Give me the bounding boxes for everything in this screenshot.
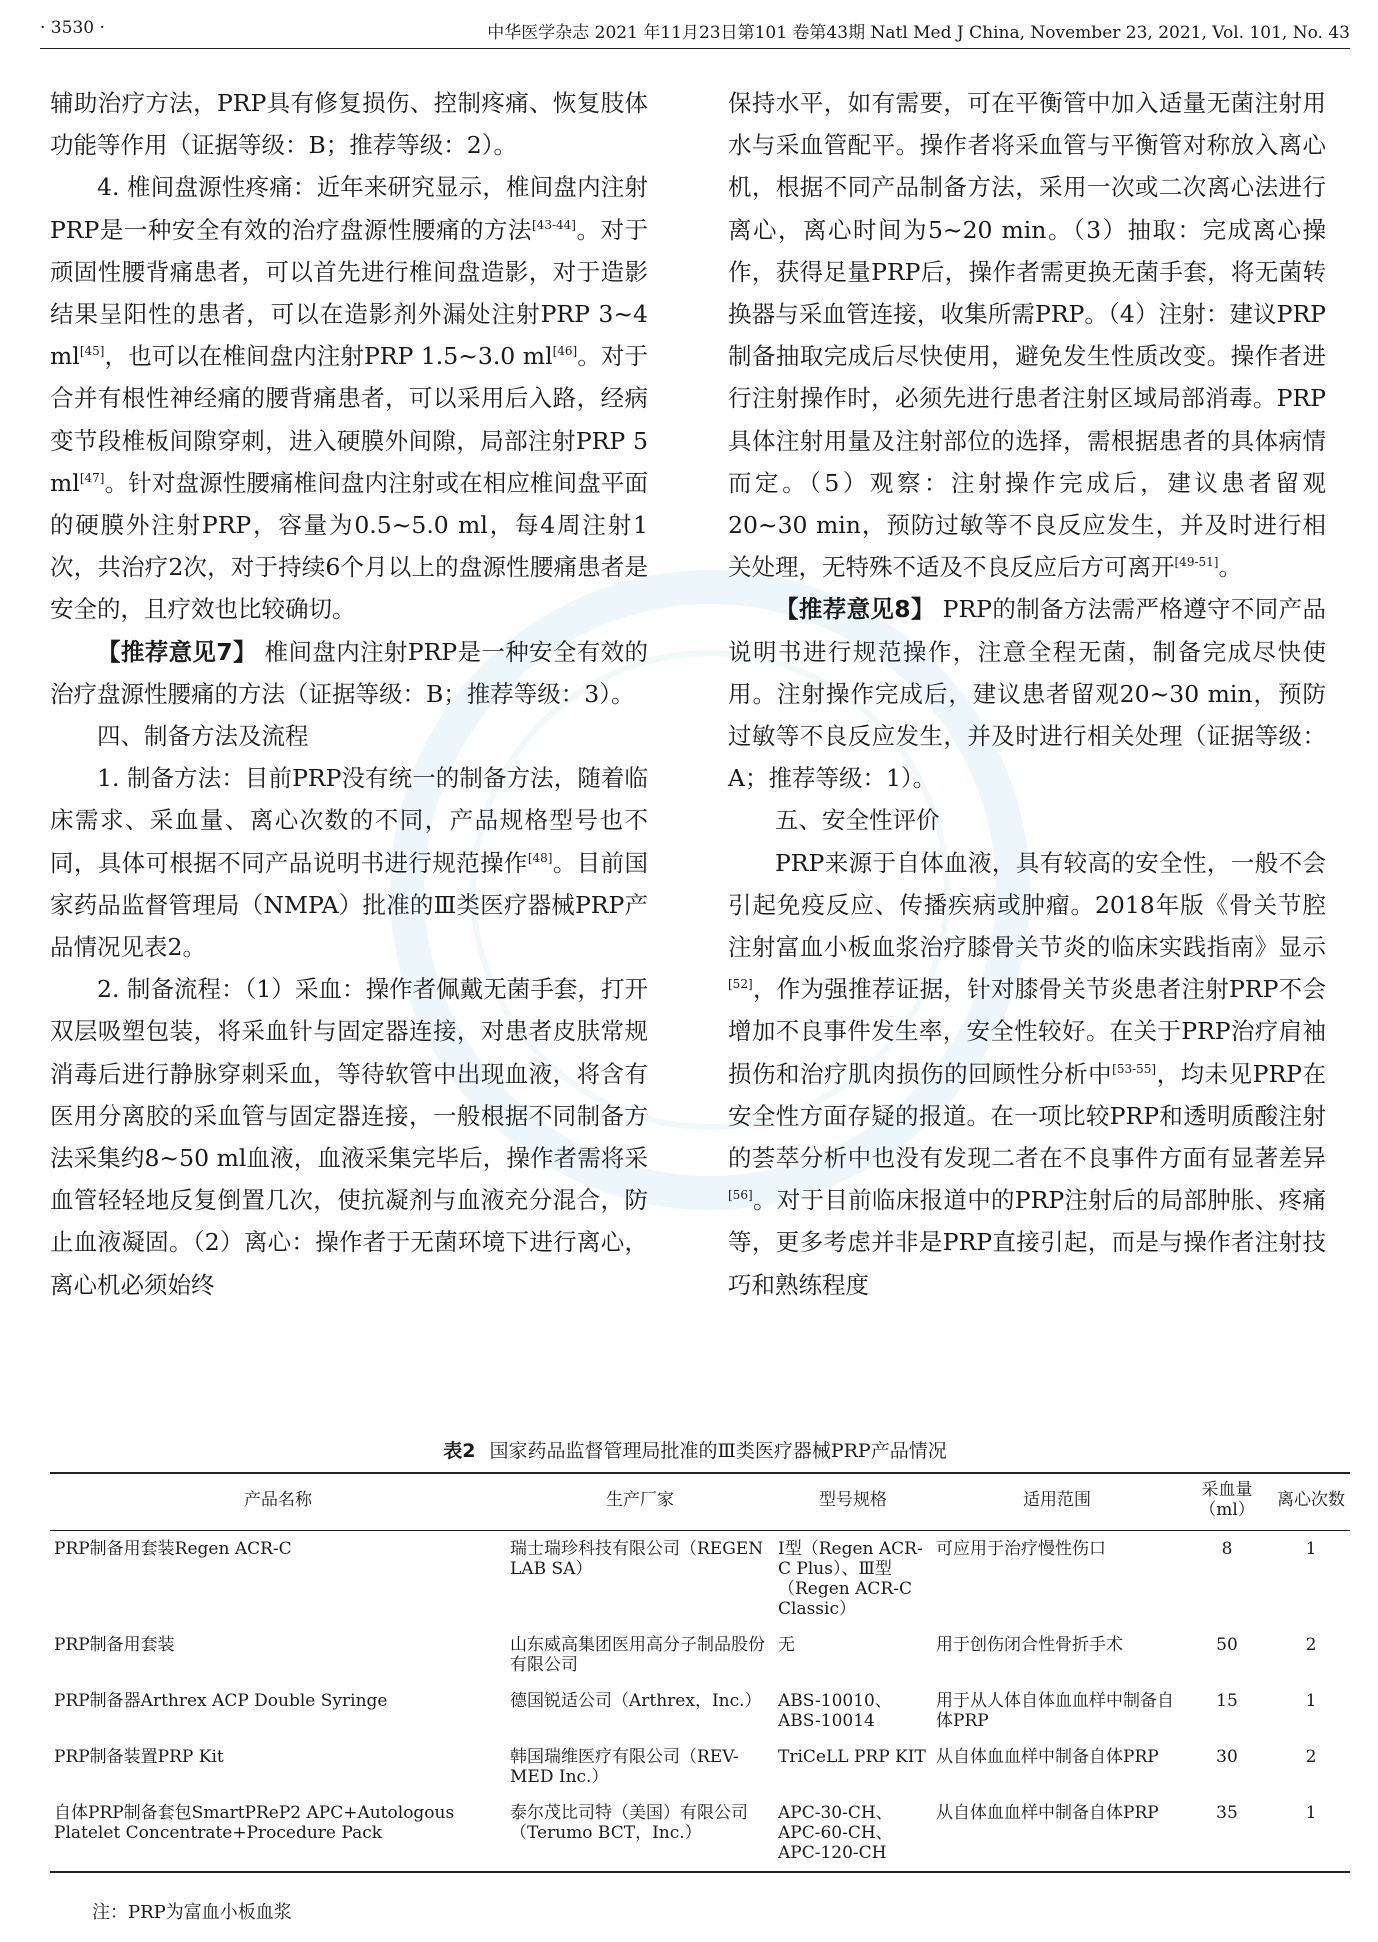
col-header-model: 型号规格 [774,1473,932,1531]
cell-blood-volume: 8 [1221,1539,1233,1559]
text-segment: PRP来源于自体血液，具有较高的安全性，一般不会引起免疫反应、传播疾病或肿瘤。2018年版《骨关节腔注射富血小板血浆治疗膝骨关节炎的临床实践指南》显示 [728,848,1326,962]
cell-scope: 从自体血血样中制备自体PRP [932,1795,1182,1872]
table-row [50,1531,1350,1628]
citation-ref[interactable]: [49-51] [1174,555,1219,570]
col-header-product-name: 产品名称 [50,1473,506,1531]
cell-centrifuge-count: 1 [1272,1795,1350,1872]
paragraph-prep-method [50,757,648,968]
text-segment: ，作为强推荐证据，针对膝骨关节炎患者注射PRP不会增加不良事件发生率，安全性较好。在关于PRP治疗肩袖损伤和治疗肌肉损伤的回顾性分析中 [728,975,1326,1088]
cell-centrifuge-count: 1 [1305,1539,1317,1559]
cell-product-name: PRP制备器Arthrex ACP Double Syringe [54,1691,388,1711]
citation-ref[interactable]: [43-44] [532,217,576,232]
cell-product-name: PRP制备用套装Regen ACR-C [54,1539,292,1559]
cell-scope: 用于从人体自体血血样中制备自体PRP [936,1691,1174,1731]
cell-blood-volume: 30 [1216,1747,1238,1767]
cell-blood-volume: 15 [1216,1691,1238,1711]
text-segment: 。对于顽固性腰背痛患者，可以首先进行椎间盘造影，对于造影结果呈阳性的患者，可以在造影剂外漏处注射PRP 3~4 ml [50,215,648,371]
citation-ref[interactable]: [56] [728,1188,753,1203]
citation-ref[interactable]: [48] [527,850,553,865]
journal-citation-line: 中华医学杂志 2021 年11月23日第101 卷第43期 Natl Med J China, November 23, 2021, Vol. 101, No. 43 [487,23,1350,43]
table-footnote: 注：PRP为富血小板血浆 [92,1902,292,1923]
col-header-manufacturer: 生产厂家 [506,1473,774,1531]
text-segment: 保持水平，如有需要，可在平衡管中加入适量无菌注射用水与采血管配平。操作者将采血管与平衡管对称放入离心机，根据不同产品制备方法，采用一次或二次离心法进行离心，离心时间为5~20 min。（3）抽取：完成离心操作，获得足量PRP后，操作者需更换无菌手套，将无菌转换器与采血管连接，收集所需PRP。（4）注射：建议PRP制备抽取完成后尽快使用，避免发生性质改变。操作者进行注射操作时，必须先进行患者注射区域局部消毒。PRP具体注射用量及注射部位的选择，需根据患者的具体病情而定。（5）观察：注射操作完成后，建议患者留观20~30 min，预防过敏等不良反应发生，并及时进行相关处理，无特殊不适及不良反应后方可离开 [728,89,1326,582]
table-title: 国家药品监督管理局批准的Ⅲ类医疗器械PRP产品情况 [489,1440,947,1462]
cell-centrifuge-count: 2 [1305,1747,1317,1767]
citation-ref[interactable]: [52] [728,977,753,992]
text-segment: ，也可以在椎间盘内注射PRP 1.5~3.0 ml [104,342,553,371]
cell-manufacturer: 瑞士瑞珍科技有限公司（REGEN LAB SA） [510,1539,764,1579]
table-caption [40,1436,1350,1463]
paragraph-continued [728,82,1326,588]
paragraph-discogenic-pain [50,166,648,630]
cell-product-name: PRP制备装置PRP Kit [54,1747,224,1767]
table-row [50,1739,1350,1795]
text-segment: 1. 制备方法：目前PRP没有统一的制备方法，随着临床需求、采血量、离心次数的不同，产品规格型号也不同，具体可根据不同产品说明书进行规范操作 [50,764,648,877]
recommendation-text: PRP的制备方法需严格遵守不同产品说明书进行规范操作，注意全程无菌，制备完成尽快使用。注射操作完成后，建议患者留观20~30 min，预防过敏等不良反应发生，并及时进行相关处理（证据等级：A；推荐等级：1）。 [728,595,1326,793]
paragraph-safety [728,842,1326,1306]
recommendation-7 [50,631,648,715]
cell-scope: 可应用于治疗慢性伤口 [936,1539,1106,1559]
recommendation-8 [728,588,1326,799]
cell-blood-volume: 50 [1216,1635,1238,1655]
text-segment: 4. 椎间盘源性疼痛：近年来研究显示，椎间盘内注射PRP是一种安全有效的治疗盘源性腰痛的方法 [50,173,648,244]
cell-scope: 用于创伤闭合性骨折手术 [936,1635,1123,1655]
cell-model: TriCeLL PRP KIT [778,1747,926,1767]
section-heading-safety: 五、安全性评价 [775,806,940,835]
recommendation-label: 【推荐意见7】 [97,637,257,666]
cell-model: 无 [778,1635,795,1655]
cell-model: Ⅰ型（Regen ACR-C Plus）、Ⅲ型（Regen ACR-C Classic） [778,1539,923,1619]
text-segment: 。对于目前临床报道中的PRP注射后的局部肿胀、疼痛等，更多考虑并非是PRP直接引起，而是与操作者注射技巧和熟练程度 [728,1186,1326,1299]
prp-products-table [50,1472,1350,1873]
paragraph-prep-process: 2. 制备流程：（1）采血：操作者佩戴无菌手套，打开双层吸塑包装，将采血针与固定器连接，对患者皮肤常规消毒后进行静脉穿刺采血，等待软管中出现血液，将含有医用分离胶的采血管与固定器连接，一般根据不同制备方法采集约8~50 ml血液，血液采集完毕后，操作者需将采血管轻轻地反复倒置几次，使抗凝剂与血液充分混合，防止血液凝固。（2）离心：操作者于无菌环境下进行离心，离心机必须始终 [50,975,648,1299]
text-segment: 。针对盘源性腰痛椎间盘内注射或在相应椎间盘平面的硬膜外注射PRP，容量为0.5~5.0 ml，每4周注射1次，共治疗2次，对于持续6个月以上的盘源性腰痛患者是安全的，且疗效也比较确切。 [50,468,648,624]
cell-manufacturer: 韩国瑞维医疗有限公司（REV-MED Inc.） [510,1747,739,1787]
col-header-centrifuge-count: 离心次数 [1272,1473,1350,1531]
cell-manufacturer: 德国锐适公司（Arthrex，Inc.） [510,1691,762,1711]
citation-ref[interactable]: [53-55] [1112,1061,1157,1076]
cell-product-name: PRP制备用套装 [54,1635,175,1655]
text-segment: 。对于合并有根性神经痛的腰背痛患者，可以采用后入路，经病变节段椎板间隙穿刺，进入硬膜外间隙，局部注射PRP 5 ml [50,342,648,497]
cell-model: APC-30-CH、APC-60-CH、APC-120-CH [774,1795,932,1872]
text-segment: 。目前国家药品监督管理局（NMPA）批准的Ⅲ类医疗器械PRP产品情况见表2。 [50,848,649,962]
recommendation-label: 【推荐意见8】 [775,595,935,624]
left-column [50,82,648,1306]
page-number: · 3530 · [40,18,105,38]
cell-blood-volume: 35 [1182,1795,1272,1872]
section-heading-preparation: 四、制备方法及流程 [97,722,309,751]
table-label: 表2 [443,1440,476,1462]
citation-ref[interactable]: [47] [79,471,105,485]
cell-model: ABS-10010、ABS-10014 [778,1691,892,1731]
recommendation-text: 椎间盘内注射PRP是一种安全有效的治疗盘源性腰痛的方法（证据等级：B；推荐等级：3）。 [50,637,648,708]
table-row [50,1683,1350,1739]
paragraph: 辅助治疗方法，PRP具有修复损伤、控制疼痛、恢复肢体功能等作用（证据等级：B；推荐等级：2）。 [50,89,648,160]
citation-ref[interactable]: [46] [552,344,578,359]
cell-scope: 从自体血血样中制备自体PRP [936,1747,1159,1767]
col-header-scope: 适用范围 [932,1473,1182,1531]
text-segment: ，均未见PRP在安全性方面存疑的报道。在一项比较PRP和透明质酸注射的荟萃分析中也没有发现二者在不良事件方面有显著差异 [728,1059,1326,1173]
right-column [728,82,1326,1306]
citation-ref[interactable]: [45] [79,344,105,359]
cell-manufacturer: 泰尔茂比司特（美国）有限公司（Terumo BCT，Inc.） [506,1795,774,1872]
col-header-blood-volume: 采血量（ml） [1182,1473,1272,1531]
cell-centrifuge-count: 2 [1305,1635,1317,1655]
table-row [50,1795,1350,1872]
text-segment: 。 [1218,553,1242,582]
table-row [50,1627,1350,1683]
cell-product-name: 自体PRP制备套包SmartPReP2 APC+Autologous Platelet Concentrate+Procedure Pack [50,1795,506,1872]
running-header [40,8,1350,49]
table-header-row [50,1473,1350,1531]
cell-manufacturer: 山东威高集团医用高分子制品股份有限公司 [510,1635,765,1675]
cell-centrifuge-count: 1 [1305,1691,1317,1711]
